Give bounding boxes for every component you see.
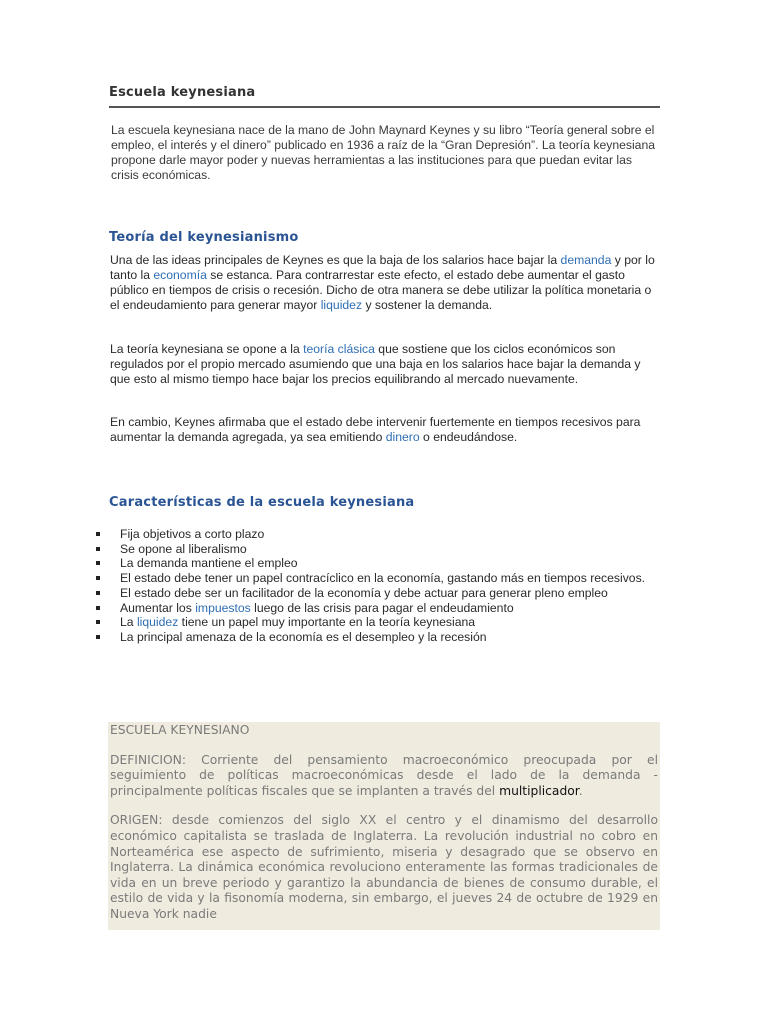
paragraph-teoria-1 [110,253,662,313]
list-item [96,615,656,630]
text-span: DEFINICION: Corriente del pensamiento macroeconómico preocupada por el seguimiento de políticas macroeconómicas desde el lado de la demanda - principalmente políticas fiscales que se implanten a través del [110,752,658,798]
link-dinero[interactable]: dinero [385,430,420,444]
bullet-icon [96,635,100,639]
list-item-text: Se opone al liberalismo [120,541,247,556]
text-span: y sostener la demanda. [362,298,493,312]
list-item-text: El estado debe tener un papel contracíclico en la economía, gastando más en tiempos recesivos. [120,571,646,586]
text-span: se estanca. Para contrarrestar este efecto, el estado debe aumentar el gasto público en tiempos de crisis o recesión. Dicho de otra manera se debe utilizar la política monetaria o el endeudamiento para generar mayor [110,268,652,312]
bullet-icon [96,532,100,536]
bullet-icon [96,606,100,610]
list-item-text: tiene un papel muy importante en la teoría keynesiana [178,615,476,630]
section-heading-teoria: Teoría del keynesianismo [109,230,299,245]
link-teoria-clasica[interactable]: teoría clásica [303,342,375,356]
bullet-icon [96,576,100,580]
bullet-icon [96,561,100,565]
list-item [96,586,656,601]
list-item [96,571,656,586]
list-item [96,527,656,542]
text-span: En cambio, Keynes afirmaba que el estado debe intervenir fuertemente en tiempos recesivos para aumentar la demanda agregada, ya sea emitiendo [110,415,641,444]
list-item [96,556,656,571]
box-origin: ORIGEN: desde comienzos del siglo XX el centro y el dinamismo del desarrollo económico capitalista se traslada de Inglaterra. La revolución industrial no cobro en Norteamérica ese aspecto de sufrimiento, miseria y desagrado que se observo en Inglaterra. La dinámica económica revoluciono enteramente las formas tradicionales de vida en un breve periodo y garantizo la abundancia de bienes de consumo durable, el estilo de vida y la fisonomía moderna, sin embargo, el jueves 24 de octubre de 1929 en Nueva York nadie [110,813,658,921]
link-liquidez[interactable]: liquidez [320,298,363,312]
bullet-icon [96,591,100,595]
list-item-text: La demanda mantiene el empleo [120,556,298,571]
paragraph-teoria-2 [110,342,662,387]
list-item [96,542,656,557]
bullet-icon [96,547,100,551]
multiplicador-term: multiplicador [499,783,579,798]
link-impuestos[interactable]: impuestos [195,600,251,615]
text-span: Una de las ideas principales de Keynes es que la baja de los salarios hace bajar la [110,253,561,267]
text-span: o endeudándose. [419,430,518,444]
paragraph-teoria-3 [110,415,662,445]
list-item-text: La [120,615,137,630]
list-item-text: El estado debe ser un facilitador de la economía y debe actuar para generar pleno empleo [120,585,608,600]
list-item-text: Fija objetivos a corto plazo [120,527,265,541]
text-span: . [578,783,583,798]
intro-paragraph: La escuela keynesiana nace de la mano de John Maynard Keynes y su libro “Teoría general sobre el empleo, el interés y el dinero” publicado en 1936 a raíz de la “Gran Depresión”. La teoría keynesiana propone darle mayor poder y nuevas herramientas a las instituciones para que puedan evitar las crisis económicas. [111,123,656,182]
shaded-text-box [108,722,660,930]
link-economia[interactable]: economía [153,268,207,282]
spacer [108,799,660,813]
text-span: La teoría keynesiana se opone a la [110,342,304,356]
box-definition [108,753,660,800]
link-liquidez-2[interactable]: liquidez [136,615,179,630]
text-span: y por lo tanto la [110,253,655,282]
bullet-icon [96,620,100,624]
list-item-text: Aumentar los [120,600,196,615]
section-heading-caracteristicas: Características de la escuela keynesiana [109,495,415,510]
page-title: Escuela keynesiana [109,85,660,108]
characteristics-list [96,527,656,645]
list-item [96,601,656,616]
list-item-text: luego de las crisis para pagar el endeudamiento [250,600,514,615]
spacer [108,739,660,753]
list-item-text: La principal amenaza de la economía es el desempleo y la recesión [120,629,487,644]
box-title: ESCUELA KEYNESIANO [110,723,250,737]
text-span: que sostiene que los ciclos económicos son regulados por el propio mercado asumiendo que una baja en los salarios hace bajar la demanda y que esto al mismo tiempo hace bajar los precios equilibrando al mercado nuevamente. [110,342,641,386]
link-demanda[interactable]: demanda [560,253,612,267]
list-item [96,630,656,645]
